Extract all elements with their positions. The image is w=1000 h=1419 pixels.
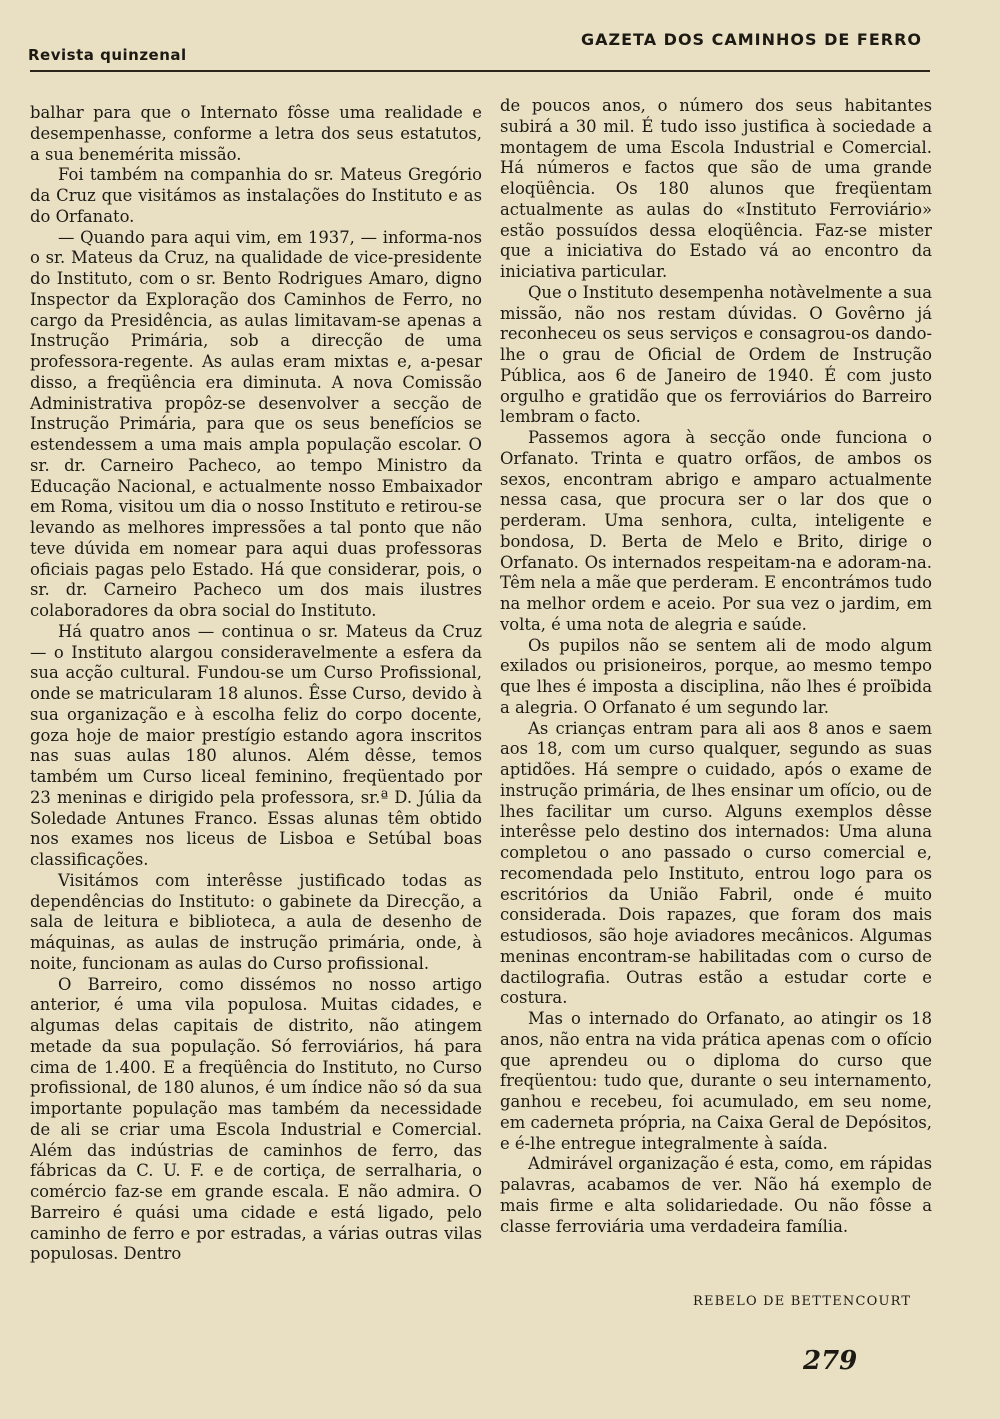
paragraph: As crianças entram para ali aos 8 anos e saem aos 18, com um curso qualquer, segundo as suas aptidões. Há sempre o cuidado, após o exame de instrução primária, de lhes ensinar um ofício, ou de lhes facilitar um curso. Alguns exemplos dêsse interêsse pelo destino dos internados: Uma aluna completou o ano passado o curso comercial e, recomendada pelo Instituto, entrou logo para os escritórios da União Fabril, onde é muito considerada. Dois rapazes, que foram dos mais estudiosos, são hoje aviadores mecânicos. Algumas meninas encontram-se habilitadas com o curso de dactilografia. Outras estão a estudar corte e costura. [500, 718, 932, 1008]
right-column [500, 96, 932, 1237]
left-column [30, 103, 482, 1265]
paragraph: Admirável organização é esta, como, em rápidas palavras, acabamos de ver. Não há exemplo de mais firme e alta solidariedade. Ou não fôsse a classe ferroviária uma verdadeira família. [500, 1154, 932, 1236]
header-rule [30, 70, 930, 72]
paragraph: Visitámos com interêsse justificado todas as dependências do Instituto: o gabinete da Direcção, a sala de leitura e biblioteca, a aula de desenho de máquinas, as aulas de instrução primária, onde, à noite, funcionam as aulas do Curso profissional. [30, 870, 482, 973]
paragraph: Que o Instituto desempenha notàvelmente a sua missão, não nos restam dúvidas. O Govêrno já reconheceu os seus serviços e consagrou-os dando-lhe o grau de Oficial de Ordem de Instrução Pública, aos 6 de Janeiro de 1940. É com justo orgulho e gratidão que os ferroviários do Barreiro lembram o facto. [500, 282, 932, 427]
paragraph: O Barreiro, como dissémos no nosso artigo anterior, é uma vila populosa. Muitas cidades, e algumas delas capitais de distrito, não atingem metade da sua população. Só ferroviários, há para cima de 1.400. E a freqüência do Instituto, no Curso profissional, de 180 alunos, é um índice não só da sua importante população mas também da necessidade de ali se criar uma Escola Industrial e Comercial. Além das indústrias de caminhos de ferro, das fábricas da C. U. F. e de cortiça, de serralharia, o comércio faz-se em grande escala. E não admira. O Barreiro é quási uma cidade e está ligado, pelo caminho de ferro e por estradas, a várias outras vilas populosas. Dentro [30, 974, 482, 1264]
paragraph: de poucos anos, o número dos seus habitantes subirá a 30 mil. É tudo isso justifica à sociedade a montagem de uma Escola Industrial e Comercial. Há números e factos que são de uma grande eloqüência. Os 180 alunos que freqüentam actualmente as aulas do «Instituto Ferroviário» estão possuídos dessa eloqüência. Faz-se mister que a iniciativa do Estado vá ao encontro da iniciativa particular. [500, 96, 932, 281]
paragraph: Foi também na companhia do sr. Mateus Gregório da Cruz que visitámos as instalações do Instituto e as do Orfanato. [30, 165, 482, 226]
author-signature: REBELO DE BETTENCOURT [693, 1294, 912, 1309]
paragraph: Há quatro anos — continua o sr. Mateus da Cruz — o Instituto alargou consideravelmente a esfera da sua acção cultural. Fundou-se um Curso Profissional, onde se matricularam 18 alunos. Êsse Curso, devido à sua organização e à escolha feliz do corpo docente, goza hoje de maior prestígio estando agora inscritos nas suas aulas 180 alunos. Além dêsse, temos também um Curso liceal feminino, freqüentado por 23 meninas e dirigido pela professora, sr.ª D. Júlia da Soledade Antunes Franco. Essas alunas têm obtido nos exames nos liceus de Lisboa e Setúbal boas classificações. [30, 621, 482, 869]
paragraph: Passemos agora à secção onde funciona o Orfanato. Trinta e quatro orfãos, de ambos os sexos, encontram abrigo e amparo actualmente nessa casa, que procura ser o lar dos que o perderam. Uma senhora, culta, inteligente e bondosa, D. Berta de Melo e Brito, dirige o Orfanato. Os internados respeitam-na e adoram-na. Têm nela a mãe que perderam. E encontrámos tudo na melhor ordem e aceio. Por sua vez o jardim, em volta, é uma nota de alegria e saúde. [500, 428, 932, 634]
paragraph: Os pupilos não se sentem ali de modo algum exilados ou prisioneiros, porque, ao mesmo tempo que lhes é imposta a disciplina, não lhes é proïbida a alegria. O Orfanato é um segundo lar. [500, 635, 932, 717]
paragraph: Mas o internado do Orfanato, ao atingir os 18 anos, não entra na vida prática apenas com o ofício que aprendeu ou o diploma do curso que freqüentou: tudo que, durante o seu internamento, ganhou e recebeu, foi acumulado, em seu nome, em caderneta própria, na Caixa Geral de Depósitos, e é-lhe entregue integralmente à saída. [500, 1009, 932, 1153]
running-header-left: Revista quinzenal [28, 46, 187, 64]
page-number: 279 [803, 1346, 858, 1376]
running-header-right: GAZETA DOS CAMINHOS DE FERRO [580, 30, 922, 49]
paragraph: — Quando para aqui vim, em 1937, — informa-nos o sr. Mateus da Cruz, na qualidade de vice-presidente do Instituto, com o sr. Bento Rodrigues Amaro, digno Inspector da Exploração dos Caminhos de Ferro, no cargo da Presidência, as aulas limitavam-se apenas a Instrução Primária, sob a direcção de uma professora-regente. As aulas eram mixtas e, a-pesar disso, a freqüência era diminuta. A nova Comissão Administrativa propôz-se desenvolver a secção de Instrução Primária, para que os seus benefícios se estendessem a uma mais ampla população escolar. O sr. dr. Carneiro Pacheco, ao tempo Ministro da Educação Nacional, e actualmente nosso Embaixador em Roma, visitou um dia o nosso Instituto e retirou-se levando as melhores impressões a tal ponto que não teve dúvida em nomear para aqui duas professoras oficiais pagas pelo Estado. Há que considerar, pois, o sr. dr. Carneiro Pacheco um dos mais ilustres colaboradores da obra social do Instituto. [30, 227, 482, 620]
paragraph: balhar para que o Internato fôsse uma realidade e desempenhasse, conforme a letra dos seus estatutos, a sua benemérita missão. [30, 103, 482, 164]
